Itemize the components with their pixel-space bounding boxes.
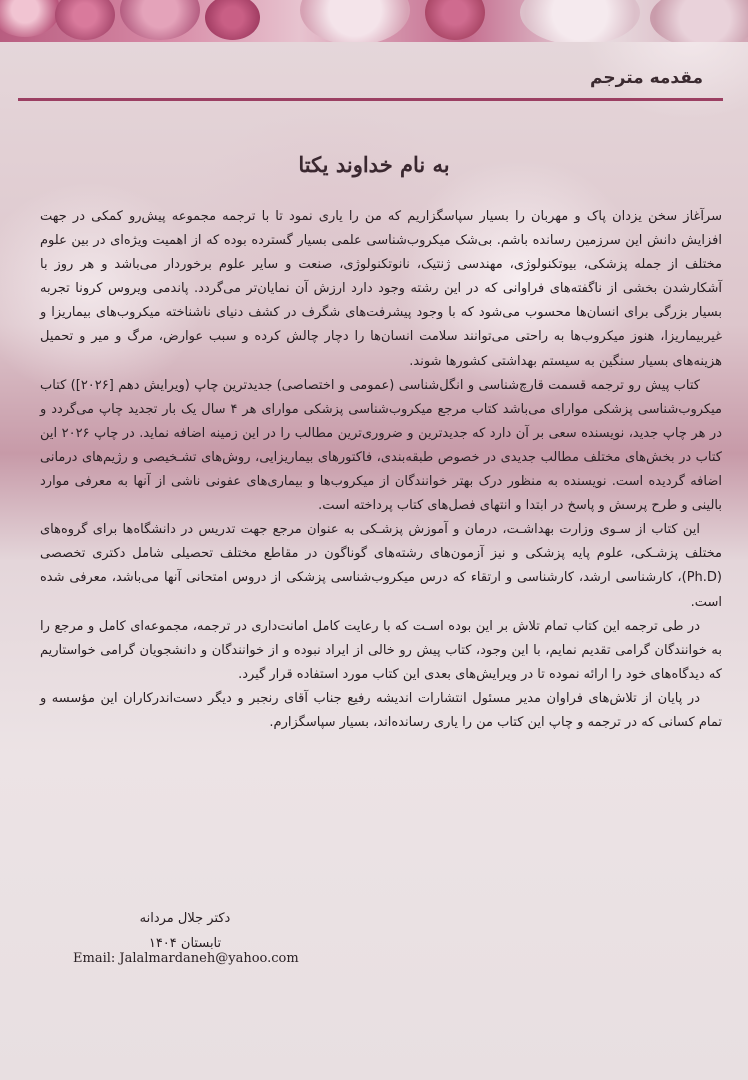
signature-date: تابستان ۱۴۰۴ <box>148 936 222 951</box>
section-title: مقدمه مترجم <box>590 68 703 88</box>
cell-shape <box>55 0 115 40</box>
cell-shape <box>120 0 200 40</box>
paragraph-ministry: این کتاب از سـوی وزارت بهداشـت، درمان و آموزش پزشـکی به عنوان مرجع جهت تدریس در دانشگاه‌ها برای گروه‌های مختلف پزشـکی، علوم پایه پزشکی و نیز آزمون‌های رشته‌های گوناگون در مقاطع مختلف تحصیلی شامل دکتری تخصصی (Ph.D)، کارشناسی ارشد، کارشناسی و ارتقاء که درس میکروب‌شناسی پزشکی از دروس امتحانی آنها می‌باشد، معرفی شده است. <box>40 522 722 610</box>
cell-shape <box>650 0 748 42</box>
preface-body <box>40 205 722 735</box>
cell-image-banner <box>0 0 748 42</box>
paragraph-intro: سرآغاز سخن یزدان پاک و مهربان را بسیار سپاسگزاریم که من را یاری نمود تا با ترجمه مجموعه پیش‌رو کمکی در جهت افزایش دانش این سرزمین رسانده باشم. بی‌شک میکروب‌شناسی علمی بسیار گسترده بوده که از اهمیت ویژه‌ای در بین علوم مختلف از جمله پزشکی، بیوتکنولوژی، مهندسی ژنتیک، نانوتکنولوژی، صنعت و سایر علوم برخوردار می‌باشد و هر روز با آشکارشدن بخشی از ناگفته‌های فراوانی که در این رشته وجود دارد ارزش آن نمایان‌تر می‌گردد. پاندمی ویروس کرونا تجربه بسیار بزرگی برای انسان‌ها محسوب می‌شود که با وجود پیشرفت‌های شگرف در کشف دنیای ناشناخته میکروب‌های بیماریزا و غیربیماریزا، هنوز میکروب‌ها به راحتی می‌توانند سلامت انسان‌ها را دچار چالش کرده و سبب عوارض، مرگ و میر و تحمیل هزینه‌های بسیار سنگین به سیستم بهداشتی کشورها شوند. <box>40 209 722 369</box>
section-header <box>18 64 723 101</box>
cell-shape <box>425 0 485 40</box>
author-email: Email: Jalalmardaneh@yahoo.com <box>73 951 299 966</box>
cell-shape <box>300 0 410 42</box>
cell-shape <box>205 0 260 40</box>
paragraph-book-edition: کتاب پیش رو ترجمه قسمت قارچ‌شناسی و انگل‌شناسی (عمومی و اختصاصی) جدیدترین چاپ (ویرایش دهم [۲۰۲۶]) کتاب میکروب‌شناسی پزشکی موارای می‌باشد کتاب مرجع میکروب‌شناسی پزشکی موارای هر ۴ سال یک بار تجدید چاپ می‌گردد و در هر چاپ جدید، نویسنده سعی بر آن دارد که جدیدترین و ضروری‌ترین مطالب را در این زمینه اضافه نماید. در چاپ ۲۰۲۶ این کتاب در بخش‌های مختلف مطالب جدیدی در خصوص طبقه‌بندی، فاکتورهای بیماریزایی، روش‌های تشـخیصی و رژیم‌های درمانی اضافه گردیده است. نویسنده به منظور درک بهتر خوانندگان از میکروب‌ها و بیماری‌های عفونی ناشی از آنها به معرفی موارد بالینی و طرح پرسش و پاسخ در ابتدا و انتهای فصل‌های کتاب پرداخته است. <box>40 377 722 514</box>
paragraph-translation: در طی ترجمه این کتاب تمام تلاش بر این بوده اسـت که با رعایت کامل امانت‌داری در ترجمه، مجموعه‌ای کامل و مرجع را به خوانندگان گرامی تقدیم نمایم، با این وجود، کتاب پیش رو خالی از ایراد نبوده و از خوانندگان و دانشجویان گرامی خواستاریم که دیدگاه‌های خود را ارائه نموده تا در ویرایش‌های بعدی این کتاب مورد استفاده قرار گیرد. <box>40 618 722 682</box>
author-name: دکتر جلال مردانه <box>139 911 231 926</box>
paragraph-thanks: در پایان از تلاش‌های فراوان مدیر مسئول انتشارات اندیشه رفیع جناب آقای رنجبر و دیگر دست‌اندرکاران این مؤسسه و تمام کسانی که در ترجمه و چاپ این کتاب من را یاری رسانده‌اند، بسیار سپاسگزارم. <box>40 690 722 730</box>
cell-shape <box>0 0 60 37</box>
cell-shape <box>520 0 640 42</box>
signature-block <box>70 906 300 956</box>
page-heading: به نام خداوند یکتا <box>298 152 450 177</box>
